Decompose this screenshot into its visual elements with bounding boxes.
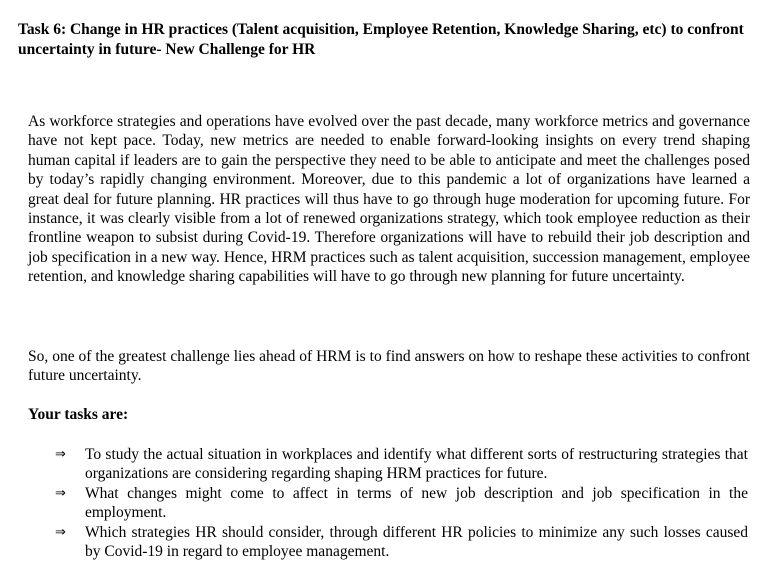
task-text: To study the actual situation in workplaces and identify what different sorts of restructuring strategies that organizations are considering regarding shaping HRM practices for future. xyxy=(85,446,748,483)
task-list xyxy=(0,445,757,561)
task-title: Task 6: Change in HR practices (Talent acquisition, Employee Retention, Knowledge Sharing, etc) to confront uncertainty in future- New Challenge for HR xyxy=(18,21,744,58)
task-text: What changes might come to affect in terms of new job description and job specification in the employment. xyxy=(85,484,748,522)
task-text: Which strategies HR should consider, through different HR policies to minimize any such losses caused by Covid-19 in regard to employee management. xyxy=(85,523,748,561)
double-arrow-icon: ⇒ xyxy=(55,447,66,462)
task-list-item xyxy=(0,523,757,562)
task-list-item xyxy=(0,484,757,523)
challenge-paragraph: So, one of the greatest challenge lies ahead of HRM is to find answers on how to reshape these activities to confront future uncertainty. xyxy=(28,348,750,385)
intro-paragraph: As workforce strategies and operations have evolved over the past decade, many workforce metrics and governance have not kept pace. Today, new metrics are needed to enable forward-looking insights on every trend shaping human capital if leaders are to gain the perspective they need to be able to anticipate and meet the challenges posed by today’s rapidly changing environment. Moreover, due to this pandemic a lot of organizations have learned a great deal for future planning. HR practices will thus have to go through huge moderation for upcoming future. For instance, it was clearly visible from a lot of renewed organizations strategy, which took employee reduction as their frontline weapon to subsist during Covid-19. Therefore organizations will have to rebuild their job description and job specification in a new way. Hence, HRM practices such as talent acquisition, succession management, employee retention, and knowledge sharing capabilities will have to go through new planning for future uncertainty. xyxy=(28,113,750,286)
double-arrow-icon: ⇒ xyxy=(55,485,66,501)
double-arrow-icon: ⇒ xyxy=(55,524,66,540)
tasks-heading: Your tasks are: xyxy=(28,406,129,423)
task-list-item xyxy=(0,445,757,484)
